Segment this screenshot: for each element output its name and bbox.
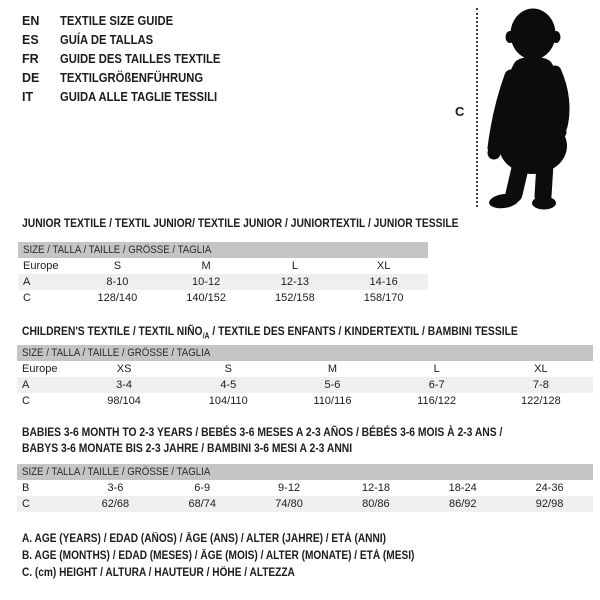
table-row (17, 480, 593, 496)
row-label: C (22, 498, 30, 510)
babies-title-line2: BABYS 3-6 MONATE BIS 2-3 JAHRE / BAMBINI 3-6 MESI A 2-3 ANNI (22, 441, 353, 455)
row-label: Europe (22, 363, 58, 375)
row-label: A (23, 276, 31, 288)
footnotes (22, 531, 468, 582)
table-header-row (17, 345, 593, 361)
language-code: DE (22, 70, 40, 85)
children-size-table (17, 345, 593, 409)
table-cell: XL (376, 260, 391, 272)
height-label-c: C (455, 104, 465, 119)
language-code: EN (22, 13, 40, 28)
table-cell: 122/128 (520, 395, 561, 407)
table-cell: 7-8 (532, 379, 549, 391)
language-title: GUIDE DES TAILLES TEXTILE (60, 51, 221, 66)
table-cell: 5-6 (324, 379, 341, 391)
table-row (18, 274, 428, 290)
babies-section-title (22, 424, 502, 456)
babies-title-line1: BABIES 3-6 MONTH TO 2-3 YEARS / BEBÉS 3-6 MESES A 2-3 AÑOS / BÉBÉS 3-6 MOIS À 2-3 ANS / (22, 425, 503, 439)
table-row (18, 290, 428, 306)
table-cell: 128/140 (97, 292, 138, 304)
table-row (17, 361, 593, 377)
table-cell: 8-10 (106, 276, 129, 288)
junior-size-table (18, 242, 428, 306)
table-header-row (17, 464, 593, 480)
height-dotted-line (476, 8, 478, 207)
table-cell: M (201, 260, 211, 272)
table-row (18, 258, 428, 274)
language-title: TEXTILE SIZE GUIDE (60, 13, 174, 28)
language-title: GUÍA DE TALLAS (60, 32, 154, 47)
junior-section-title: JUNIOR TEXTILE / TEXTIL JUNIOR/ TEXTILE JUNIOR / JUNIORTEXTIL / JUNIOR TESSILE (22, 216, 459, 230)
table-cell: 98/104 (107, 395, 141, 407)
children-title-pre: CHILDREN'S TEXTILE / TEXTIL NIÑO (22, 324, 203, 338)
language-title: TEXTILGRÖßENFÜHRUNG (60, 70, 204, 85)
language-row (22, 11, 238, 30)
language-code: ES (22, 32, 39, 47)
table-cell: L (291, 260, 298, 272)
table-header-row (18, 242, 428, 258)
table-cell: 62/68 (101, 498, 130, 510)
table-header-bar (17, 464, 593, 480)
table-row (17, 496, 593, 512)
language-list (22, 11, 238, 106)
table-cell: 4-5 (220, 379, 237, 391)
table-cell: 6-7 (428, 379, 445, 391)
footnote-c: C. (cm) HEIGHT / ALTURA / HAUTEUR / HÖHE / ALTEZZA (22, 567, 295, 579)
table-cell: 104/110 (208, 395, 248, 407)
row-label: B (22, 482, 30, 494)
babies-size-table (17, 464, 593, 512)
table-row (17, 393, 593, 409)
table-cell: M (327, 363, 338, 375)
children-title-post: / TEXTILE DES ENFANTS / KINDERTEXTIL / BAMBINI TESSILE (209, 324, 518, 338)
table-cell: S (113, 260, 122, 272)
table-cell: 92/98 (535, 498, 564, 510)
table-cell: 158/170 (363, 292, 404, 304)
table-cell: 14-16 (369, 276, 398, 288)
row-label: C (22, 395, 30, 407)
language-row (22, 30, 238, 49)
table-cell: S (224, 363, 232, 375)
table-cell: 74/80 (275, 498, 303, 510)
table-cell: 3-6 (107, 482, 124, 494)
table-header-bar (18, 242, 428, 258)
table-cell: 18-24 (448, 482, 477, 494)
table-cell: 110/116 (313, 395, 352, 407)
table-cell: 86/92 (448, 498, 477, 510)
table-cell: 68/74 (188, 498, 216, 510)
table-cell: 152/158 (274, 292, 315, 304)
footnote-a: A. AGE (YEARS) / EDAD (AÑOS) / ÂGE (ANS) / ALTER (JAHRE) / ETÀ (ANNI) (22, 533, 386, 545)
children-section-title (22, 323, 518, 344)
table-cell: XS (116, 363, 132, 375)
language-row (22, 68, 238, 87)
table-cell: 80/86 (362, 498, 390, 510)
table-header-bar (17, 345, 593, 361)
table-cell: 10-12 (192, 276, 221, 288)
table-cell: 9-12 (278, 482, 301, 494)
table-cell: XL (534, 363, 548, 375)
table-header-label: SIZE / TALLA / TAILLE / GRÖSSE / TAGLIA (23, 244, 212, 256)
language-code: IT (22, 89, 34, 104)
table-header-label: SIZE / TALLA / TAILLE / GRÖSSE / TAGLIA (22, 347, 211, 359)
language-title: GUIDA ALLE TAGLIE TESSILI (60, 89, 218, 104)
table-cell: 3-4 (116, 379, 133, 391)
table-cell: 12-13 (280, 276, 309, 288)
children-title-sub: /A (202, 331, 210, 341)
table-cell: 140/152 (186, 292, 226, 304)
table-cell: 6-9 (194, 482, 211, 494)
footnote-b: B. AGE (MONTHS) / EDAD (MESES) / ÂGE (MOIS) / ALTER (MONATE) / ETÀ (MESI) (22, 550, 415, 562)
baby-silhouette-icon (487, 6, 593, 217)
table-cell: 24-36 (535, 482, 564, 494)
table-cell: L (433, 363, 440, 375)
row-label: A (22, 379, 30, 391)
row-label: Europe (23, 260, 59, 272)
table-header-label: SIZE / TALLA / TAILLE / GRÖSSE / TAGLIA (22, 466, 211, 478)
table-cell: 12-18 (361, 482, 390, 494)
language-code: FR (22, 51, 39, 66)
language-row (22, 49, 238, 68)
table-cell: 116/122 (417, 395, 457, 407)
table-row (17, 377, 593, 393)
language-row (22, 87, 238, 106)
row-label: C (23, 292, 31, 304)
